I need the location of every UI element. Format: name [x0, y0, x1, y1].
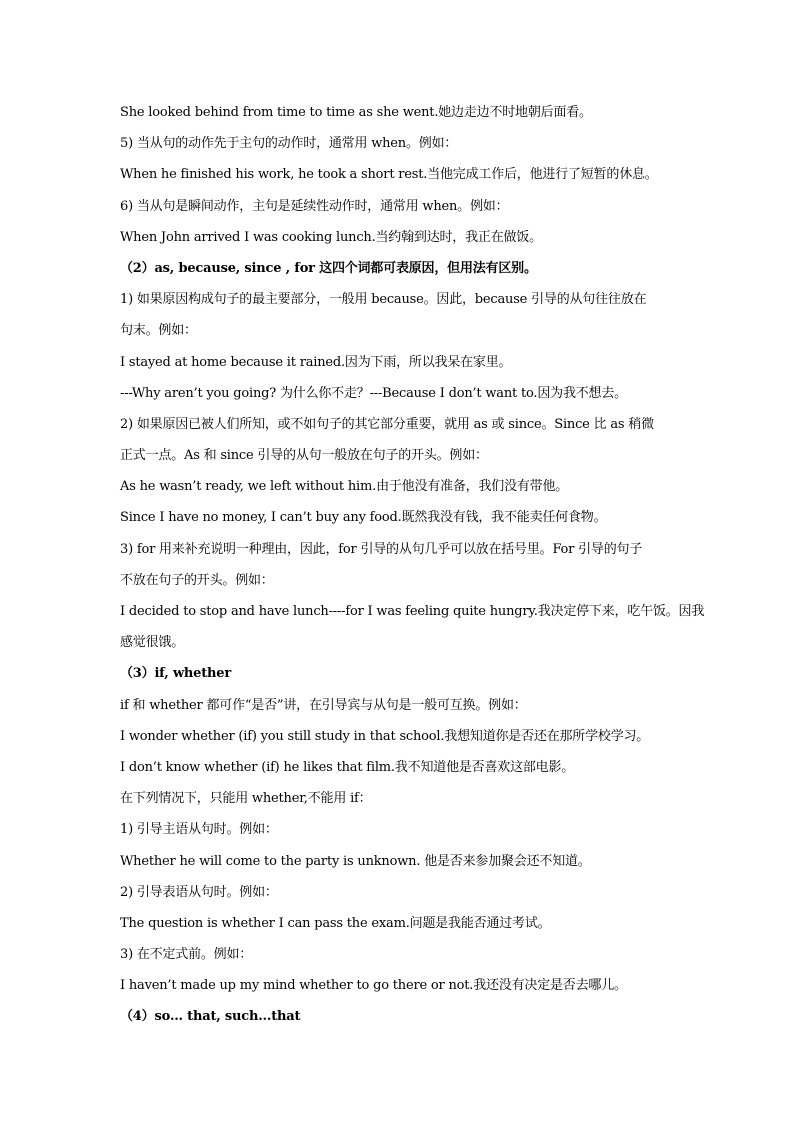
- text-line: 正式一点。As 和 since 引导的从句一般放在句子的开头。例如：: [120, 448, 488, 464]
- text-line: Since I have no money, I can’t buy any food.既然我没有钱，我不能卖任何食物。: [120, 510, 607, 526]
- text-line: When he finished his work, he took a short rest.当他完成工作后，他进行了短暂的休息。: [120, 167, 658, 183]
- text-line: 1) 引导主语从句时。例如：: [120, 822, 278, 838]
- text-line: 感觉很饿。: [120, 635, 185, 651]
- document-body: [120, 101, 705, 1037]
- text-line: She looked behind from time to time as she went.她边走边不时地朝后面看。: [120, 105, 592, 120]
- text-line: 不放在句子的开头。例如：: [120, 572, 274, 588]
- section-heading: （2）as, because, since , for 这四个词都可表原因，但用法有区别。: [120, 260, 537, 276]
- text-line: ---Why aren’t you going? 为什么你不走？---Because I don’t want to.因为我不想去。: [120, 385, 627, 401]
- section-heading: （4）so… that, such...that: [120, 1009, 301, 1025]
- text-line: The question is whether I can pass the exam.问题是我能否通过考试。: [120, 915, 551, 931]
- text-line: I haven’t made up my mind whether to go there or not.我还没有决定是否去哪儿。: [120, 978, 627, 994]
- text-line: 6) 当从句是瞬间动作，主句是延续性动作时，通常用 when。例如：: [120, 198, 509, 214]
- text-line: 句末。例如：: [120, 323, 197, 339]
- text-line: 2) 引导表语从句时。例如：: [120, 884, 278, 900]
- text-line: if 和 whether 都可作“是否”讲，在引导宾与从句是一般可互换。例如：: [120, 697, 527, 713]
- text-line: 3) 在不定式前。例如：: [120, 947, 253, 963]
- text-line: 在下列情况下，只能用 whether,不能用 if：: [120, 791, 372, 807]
- text-line: I decided to stop and have lunch----for I was feeling quite hungry.我决定停下来，吃午饭。因我: [120, 604, 705, 619]
- text-line: 3) for 用来补充说明一种理由，因此，for 引导的从句几乎可以放在括号里。For 引导的句子: [120, 541, 643, 557]
- text-line: I stayed at home because it rained.因为下雨，所以我呆在家里。: [120, 354, 512, 370]
- text-line: When John arrived I was cooking lunch.当约翰到达时，我正在做饭。: [120, 229, 542, 245]
- text-line: 1) 如果原因构成句子的最主要部分，一般用 because。因此，because 引导的从句往往放在: [120, 292, 647, 308]
- section-heading: （3）if, whether: [120, 666, 232, 682]
- text-line: I wonder whether (if) you still study in that school.我想知道你是否还在那所学校学习。: [120, 728, 650, 744]
- text-line: As he wasn’t ready, we left without him.由于他没有准备，我们没有带他。: [120, 479, 569, 495]
- text-line: Whether he will come to the party is unknown. 他是否来参加聚会还不知道。: [120, 853, 591, 869]
- text-line: 2) 如果原因已被人们所知，或不如句子的其它部分重要，就用 as 或 since。Since 比 as 稍微: [120, 416, 654, 432]
- text-line: I don’t know whether (if) he likes that film.我不知道他是否喜欢这部电影。: [120, 759, 575, 775]
- text-line: 5) 当从句的动作先于主句的动作时，通常用 when。例如：: [120, 136, 458, 152]
